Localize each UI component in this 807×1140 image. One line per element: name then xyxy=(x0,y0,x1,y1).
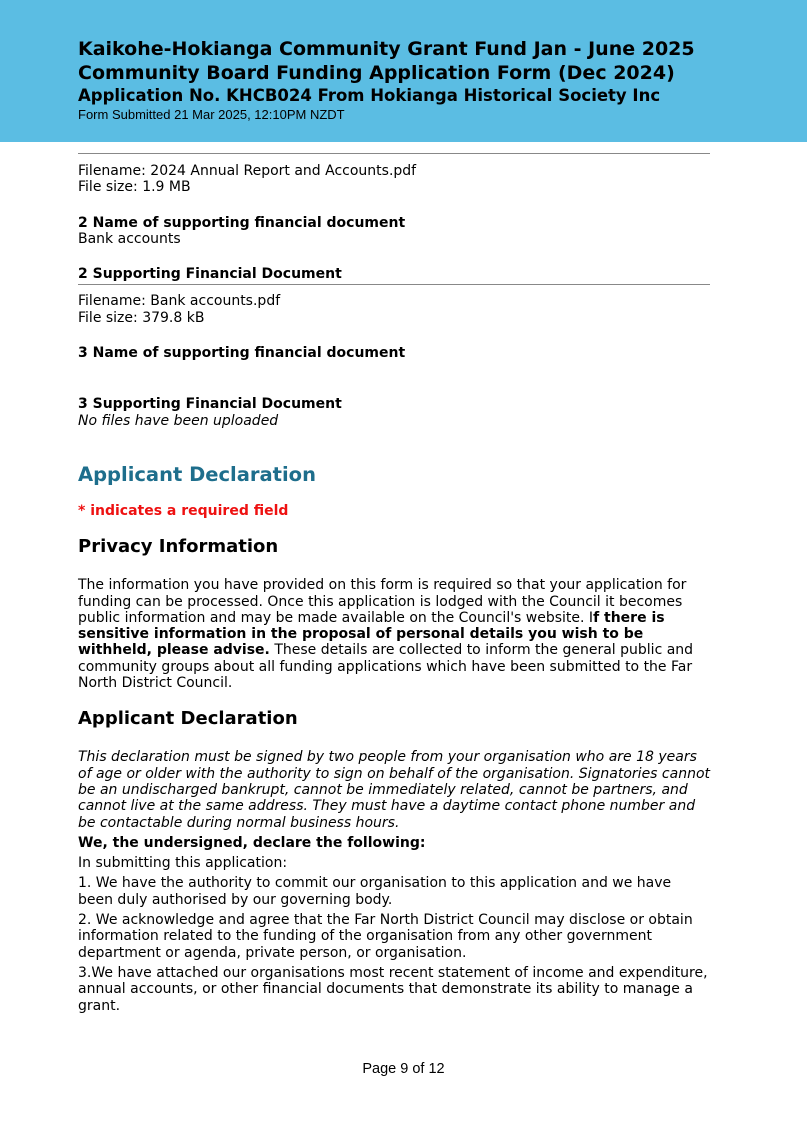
undersigned-statement: We, the undersigned, declare the following: xyxy=(78,834,426,851)
declaration-item-3: 3.We have attached our organisations most recent statement of income and expenditure, annual accounts, or other financial documents that demonstrate its ability to manage a grant. xyxy=(78,964,708,1014)
required-field-note: * indicates a required field xyxy=(78,502,289,519)
application-number: Application No. KHCB024 From Hokianga Historical Society Inc xyxy=(78,86,661,105)
doc3-doc-label: 3 Supporting Financial Document xyxy=(78,396,342,413)
submitted-date: Form Submitted 21 Mar 2025, 12:10PM NZDT xyxy=(78,107,345,122)
file1-filesize: File size: 1.9 MB xyxy=(78,179,191,196)
doc2-doc-label: 2 Supporting Financial Document xyxy=(78,266,342,283)
declaration-intro: This declaration must be signed by two people from your organisation who are 18 years of age or older with the authority to sign on behalf of the organisation. Signatories cannot be an undischarged bankrupt, cannot be immediately related, cannot be partners, and cannot live at the same address. They must have a daytime contact phone number and be contactable during normal business hours. xyxy=(78,749,711,831)
divider xyxy=(78,284,710,285)
page-number: Page 9 of 12 xyxy=(362,1061,445,1077)
privacy-text: The information you have provided on this form is required so that your application for funding can be processed. Once this application is lodged with the Council it becomes public information and may be made available on the Council's website. If there is sensitive information in the proposal of personal details you wish to be withheld, please advise. These details are collected to inform the general public and community groups about all funding applications which have been submitted to the Far North District Council. xyxy=(78,577,694,692)
page-header xyxy=(0,0,807,142)
divider xyxy=(78,153,710,154)
form-title: Community Board Funding Application Form (Dec 2024) xyxy=(78,62,675,84)
declaration-item-2: 2. We acknowledge and agree that the Far North District Council may disclose or obtain information related to the funding of the organisation from any other government department or agenda, private person, or organisation. xyxy=(78,912,693,961)
doc2-filesize: File size: 379.8 kB xyxy=(78,309,205,326)
declaration-heading: Applicant Declaration xyxy=(78,708,298,730)
doc3-name-label: 3 Name of supporting financial document xyxy=(78,345,406,362)
doc3-no-files: No files have been uploaded xyxy=(78,412,279,429)
file1-filename: Filename: 2024 Annual Report and Accounts.pdf xyxy=(78,163,417,179)
doc2-name-label: 2 Name of supporting financial document xyxy=(78,214,406,231)
fund-title: Kaikohe-Hokianga Community Grant Fund Jan - June 2025 xyxy=(78,38,695,60)
page-content xyxy=(78,153,710,1014)
doc2-filename: Filename: Bank accounts.pdf xyxy=(78,293,281,310)
in-submitting: In submitting this application: xyxy=(78,855,288,872)
section-title-declaration: Applicant Declaration xyxy=(78,462,316,486)
doc2-name-value: Bank accounts xyxy=(78,230,181,247)
declaration-item-1: 1. We have the authority to commit our organisation to this application and we have been duly authorised by our governing body. xyxy=(78,875,672,908)
privacy-heading: Privacy Information xyxy=(78,536,279,558)
